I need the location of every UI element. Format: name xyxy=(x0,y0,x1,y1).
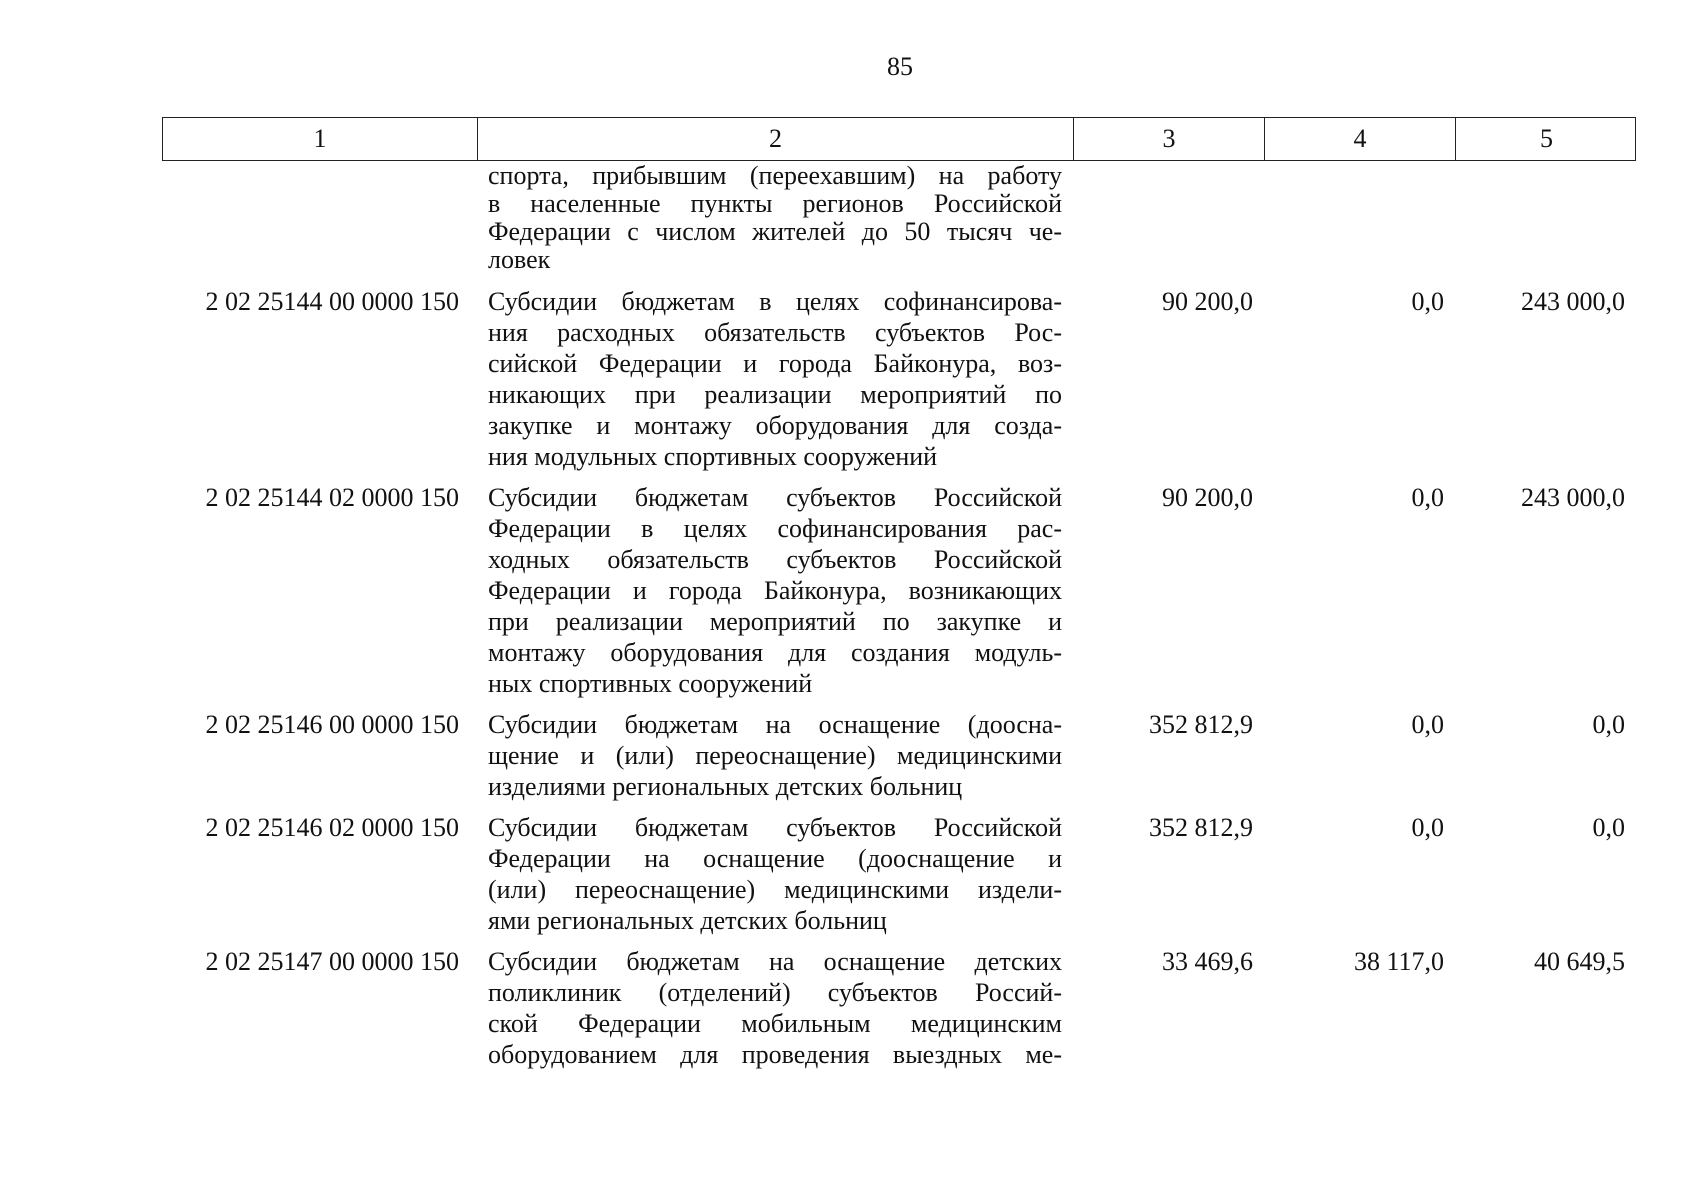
description-line: ями региональных детских больниц xyxy=(488,906,887,935)
code-cell: 2 02 25144 02 0000 150 xyxy=(205,483,459,512)
description-line: при реализации мероприятий по закупке и xyxy=(488,607,1062,636)
description-line: изделиями региональных детских больниц xyxy=(488,772,963,801)
description-line: ходных обязательств субъектов Российской xyxy=(488,545,1062,574)
table-row xyxy=(162,946,1636,1070)
description-line: поликлиник (отделений) субъектов Россий- xyxy=(488,978,1062,1007)
value-col-3: 90 200,0 xyxy=(1162,287,1253,316)
header-col-3: 3 xyxy=(1074,118,1265,160)
description-line: в населенные пункты регионов Российской xyxy=(488,189,1062,218)
value-col-3: 90 200,0 xyxy=(1162,483,1253,512)
code-cell: 2 02 25146 02 0000 150 xyxy=(205,813,459,842)
description-line: Федерации в целях софинансирования рас- xyxy=(488,514,1062,543)
description-line: Субсидии бюджетам на оснащение (доосна- xyxy=(488,710,1062,739)
description-line: ской Федерации мобильным медицинским xyxy=(488,1009,1062,1038)
table-row-continuation xyxy=(162,162,1636,274)
value-col-3: 352 812,9 xyxy=(1149,813,1253,842)
value-col-5: 243 000,0 xyxy=(1521,483,1625,512)
value-col-4: 0,0 xyxy=(1411,710,1444,739)
header-col-1: 1 xyxy=(163,118,478,160)
value-col-4: 0,0 xyxy=(1411,813,1444,842)
description-cell xyxy=(477,709,1073,802)
description-line: ния модульных спортивных сооружений xyxy=(488,442,938,471)
value-col-4: 0,0 xyxy=(1411,287,1444,316)
code-cell xyxy=(162,162,477,274)
value-col-5: 0,0 xyxy=(1592,813,1625,842)
header-col-5: 5 xyxy=(1540,124,1553,153)
table-body xyxy=(162,162,1636,1080)
description-line: Федерации с числом жителей до 50 тысяч че- xyxy=(488,217,1062,246)
table-row xyxy=(162,482,1636,699)
value-col-3: 352 812,9 xyxy=(1149,710,1253,739)
description-line: Федерации и города Байконура, возникающих xyxy=(488,576,1062,605)
description-cell xyxy=(477,286,1073,472)
value-col-5: 40 649,5 xyxy=(1534,947,1625,976)
description-line: щение и (или) переоснащение) медицинскими xyxy=(488,741,1062,770)
table-row xyxy=(162,709,1636,802)
description-cell xyxy=(477,946,1073,1070)
description-line: Субсидии бюджетам субъектов Российской xyxy=(488,483,1062,512)
description-line: никающих при реализации мероприятий по xyxy=(488,380,1062,409)
description-line: ловек xyxy=(488,245,551,274)
value-col-5: 243 000,0 xyxy=(1521,287,1625,316)
code-cell: 2 02 25147 00 0000 150 xyxy=(205,947,459,976)
table-row xyxy=(162,812,1636,936)
table-row xyxy=(162,286,1636,472)
page-number: 85 xyxy=(887,52,913,81)
description-line: монтажу оборудования для создания модуль- xyxy=(488,638,1062,667)
description-line: оборудованием для проведения выездных ме- xyxy=(488,1040,1062,1069)
description-line: спорта, прибывшим (переехавшим) на работу xyxy=(488,161,1062,190)
value-col-4: 38 117,0 xyxy=(1353,947,1444,976)
header-col-2: 2 xyxy=(478,118,1074,160)
value-col-5: 0,0 xyxy=(1592,710,1625,739)
code-cell: 2 02 25144 00 0000 150 xyxy=(205,287,459,316)
description-line: Субсидии бюджетам на оснащение детских xyxy=(488,947,1062,976)
description-line: сийской Федерации и города Байконура, воз- xyxy=(488,349,1062,378)
code-cell: 2 02 25146 00 0000 150 xyxy=(205,710,459,739)
description-line: Федерации на оснащение (дооснащение и xyxy=(488,844,1062,873)
table-header xyxy=(162,117,1636,161)
header-col-4: 4 xyxy=(1265,118,1456,160)
value-col-4: 0,0 xyxy=(1411,483,1444,512)
description-line: ных спортивных сооружений xyxy=(488,669,813,698)
description-cell xyxy=(477,162,1073,274)
description-line: Субсидии бюджетам субъектов Российской xyxy=(488,813,1062,842)
description-cell xyxy=(477,482,1073,699)
description-line: (или) переоснащение) медицинскими издели- xyxy=(488,875,1062,904)
value-col-3: 33 469,6 xyxy=(1162,947,1253,976)
description-line: закупке и монтажу оборудования для созда- xyxy=(488,411,1062,440)
description-line: Субсидии бюджетам в целях софинансирова- xyxy=(488,287,1062,316)
description-cell xyxy=(477,812,1073,936)
description-line: ния расходных обязательств субъектов Рос- xyxy=(488,318,1062,347)
